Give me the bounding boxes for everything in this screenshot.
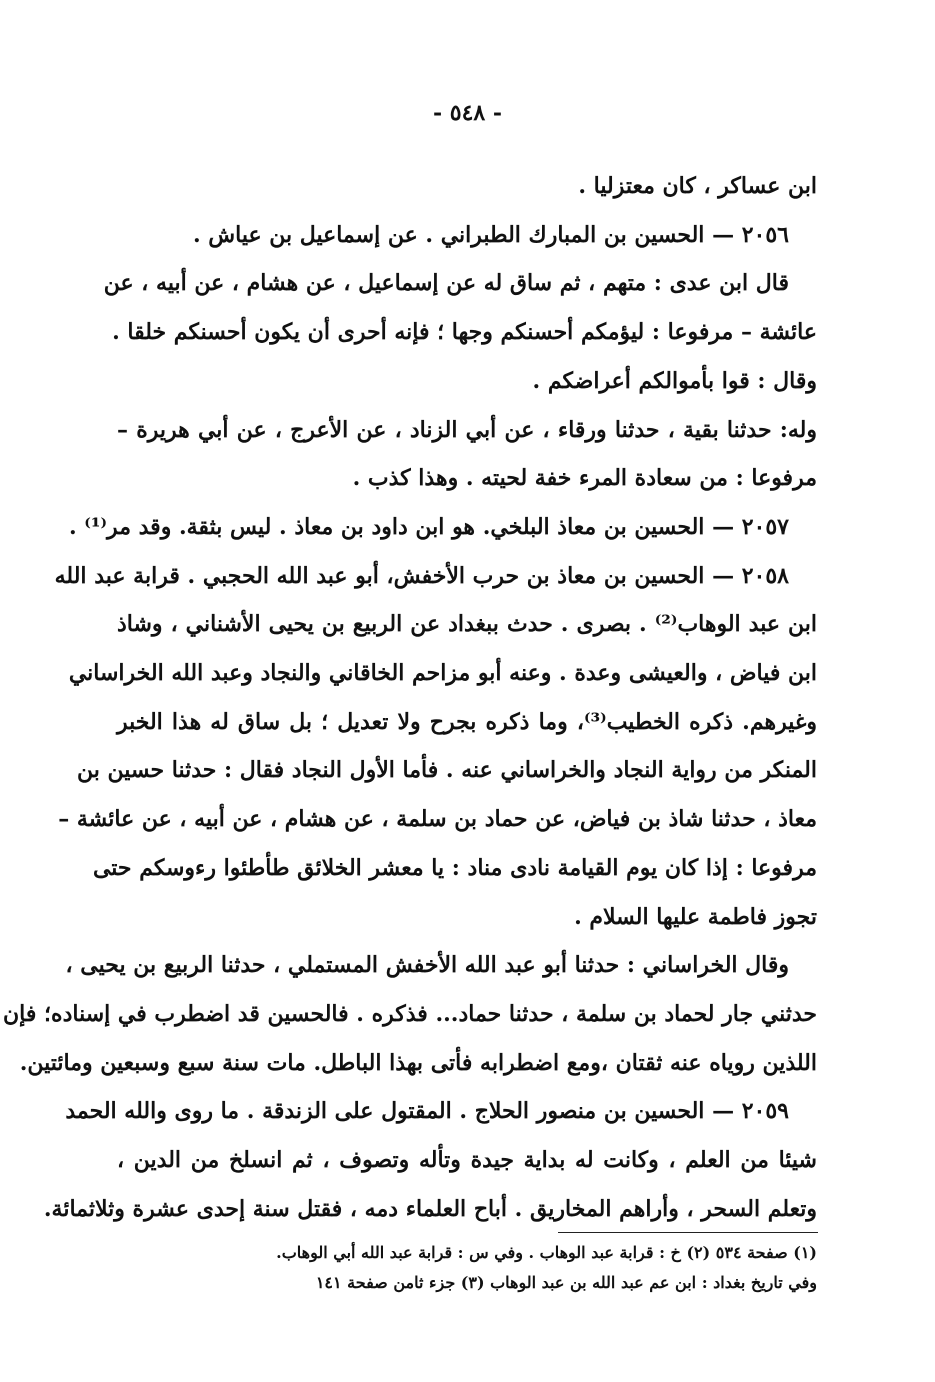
text-line: وقال : قوا بأموالكم أعراضكم . — [532, 367, 817, 394]
entry-2059-heading: ٢٠٥٩ — الحسين بن منصور الحلاج . المقتول على الزندقة . ما روى والله الحمد — [65, 1098, 789, 1125]
text-line: ابن عبد الوهاب⁽²⁾ . بصرى . حدث ببغداد عن الربيع بن يحيى الأشناني ، وشاذ — [117, 611, 817, 638]
entry-2056-heading: ٢٠٥٦ — الحسين بن المبارك الطبراني . عن إسماعيل بن عياش . — [192, 221, 789, 248]
text-line: مرفوعا : من سعادة المرء خفة لحيته . وهذا كذب . — [352, 465, 817, 492]
text-line: ابن فياض ، والعيشى وعدة . وعنه أبو مزاحم الخاقاني والنجاد وعبد الله الخراساني — [68, 660, 817, 687]
text-line: وغيرهم. ذكره الخطيب⁽³⁾، وما ذكره بجرح ولا تعديل ؛ بل ساق له هذا الخبر — [117, 708, 817, 735]
entry-2058-heading: ٢٠٥٨ — الحسين بن معاذ بن حرب الأخفش، أبو عبد الله الحجبي . قرابة عبد الله — [54, 562, 789, 589]
text-line: المنكر من رواية النجاد والخراساني عنه . فأما الأول النجاد فقال : حدثنا حسين بن — [76, 757, 817, 784]
footnote-divider — [558, 1232, 818, 1233]
text-line: مرفوعا : إذا كان يوم القيامة نادى مناد : يا معشر الخلائق طأطئوا رءوسكم حتى — [92, 854, 817, 881]
text-line: شيئا من العلم ، وكانت له بداية جيدة وتأله وتصوف ، ثم انسلخ من الدين ، — [117, 1147, 817, 1174]
footnote-line: (١) صفحة ٥٣٤ (٢) خ : قرابة عبد الوهاب . وفي س : قرابة عبد الله أبي الوهاب. — [276, 1243, 817, 1262]
text-line: وتعلم السحر ، وأراهم المخاريق . أباح العلماء دمه ، فقتل سنة إحدى عشرة وثلاثمائة. — [43, 1195, 817, 1222]
text-line: وقال الخراساني : حدثنا أبو عبد الله الأخفش المستملي ، حدثنا الربيع بن يحيى ، — [65, 952, 789, 979]
page-number: - ٥٤٨ - — [432, 100, 503, 126]
footnotes — [117, 1238, 817, 1298]
text-line: ابن عساكر ، كان معتزليا . — [578, 173, 817, 199]
text-line: معاذ ، حدثنا شاذ بن فياض، عن حماد بن سلمة ، عن هشام ، عن أبيه ، عن عائشة – — [58, 806, 817, 833]
text-line: اللذين روياه عنه ثقتان ،ومع اضطرابه فأتى بهذا الباطل. مات سنة سبع وسبعين ومائتين. — [19, 1049, 817, 1076]
body-text — [3, 162, 817, 1233]
text-line: قال ابن عدى : متهم ، ثم ساق له عن إسماعيل ، عن هشام ، عن أبيه ، عن — [103, 270, 789, 297]
text-line: وله: حدثنا بقية ، حدثنا ورقاء ، عن أبي الزناد ، عن الأعرج ، عن أبي هريرة – — [117, 416, 817, 443]
text-line: عائشة – مرفوعا : ليؤمكم أحسنكم وجها ؛ فإنه أحرى أن يكون أحسنكم خلقا . — [112, 319, 817, 346]
entry-2057-heading: ٢٠٥٧ — الحسين بن معاذ البلخي. هو ابن داود بن معاذ . ليس بثقة. وقد مر⁽¹⁾ . — [68, 513, 789, 540]
text-line: حدثني جار لحماد بن سلمة ، حدثنا حماد... فذكره . فالحسين قد اضطرب في إسناده؛ فإن — [3, 1000, 817, 1027]
footnote-line: وفي تاريخ بغداد : ابن عم عبد الله بن عبد الوهاب (٣) جزء ثامن صفحة ١٤١ — [315, 1273, 817, 1292]
text-line: تجوز فاطمة عليها السلام . — [574, 903, 817, 930]
